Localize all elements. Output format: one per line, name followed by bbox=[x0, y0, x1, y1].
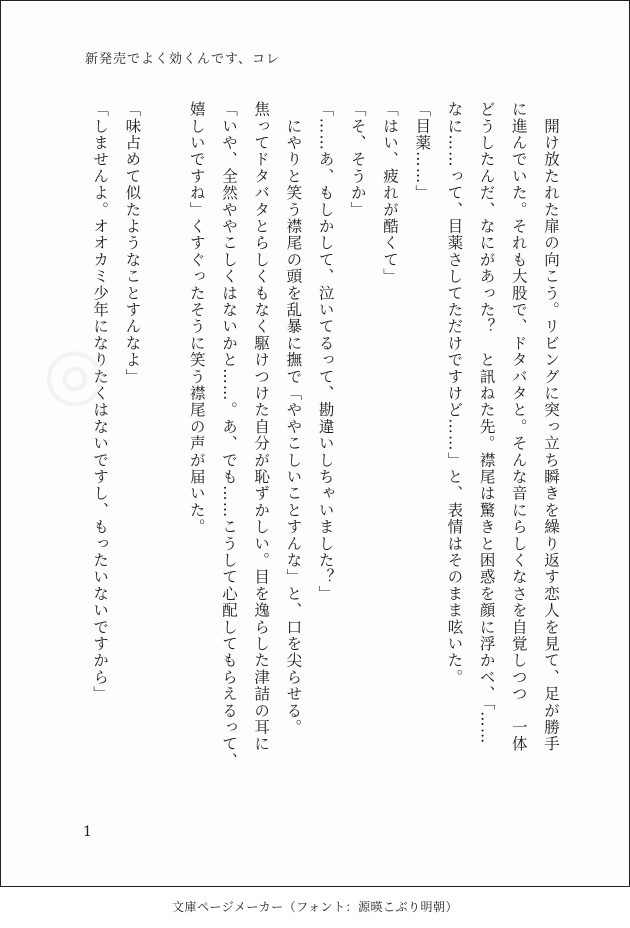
page-number: 1 bbox=[83, 824, 92, 840]
footer-credit: 文庫ページメーカー（フォント：源暎こぶり明朝） bbox=[171, 900, 459, 914]
watermark-logo: ◎ bbox=[28, 322, 117, 424]
body-line: なに……って、目薬さしてただけですけど……」と、表情はそのまま呟いた。 bbox=[445, 101, 464, 686]
body-line: 「そ、そうか」 bbox=[348, 101, 367, 218]
blank-line bbox=[148, 101, 180, 117]
page-header-title: 新発売でよく効くんです、コレ bbox=[85, 52, 280, 67]
body-line: どうしたんだ、なにがあった？ と訊ねた先。襟尾は驚きと困惑を顔に浮かべ、「…… bbox=[477, 101, 496, 745]
body-line: 「……あ、もしかして、泣いてるって、勘違いしちゃいました？」 bbox=[316, 101, 335, 602]
body-line: 嬉しいですね」くすぐったそうに笑う襟尾の声が届いた。 bbox=[187, 101, 206, 536]
body-line: 「いや、全然ややこしくはないかと……。あ、でも……こうして心配してもらえるって、 bbox=[219, 101, 238, 769]
body-line: 「しませんよ。オオカミ少年になりたくはないですし、もったいないですから」 bbox=[91, 101, 110, 703]
body-line: 開け放たれた扉の向こう。リビングに突っ立ち瞬きを繰り返す恋人を見て、足が勝手 bbox=[542, 101, 560, 753]
body-line: に進んでいた。それも大股で、ドタバタと。そんな音にらしくなさを自覚しつつ 一体 bbox=[509, 101, 528, 753]
vertical-body-text bbox=[87, 101, 567, 781]
body-line: にやりと笑う襟尾の頭を乱暴に撫で「ややこしいことすんな」と、口を尖らせる。 bbox=[284, 101, 303, 736]
body-line: 「目薬……」 bbox=[413, 101, 432, 202]
body-line: 焦ってドタバタとらしくもなく駆けつけた自分が恥ずかしい。目を逸らした津詰の耳に bbox=[252, 101, 271, 753]
body-line: 「味占めて似たようなことすんなよ」 bbox=[123, 101, 142, 385]
body-line: 「はい、疲れが酷くて」 bbox=[380, 101, 399, 285]
